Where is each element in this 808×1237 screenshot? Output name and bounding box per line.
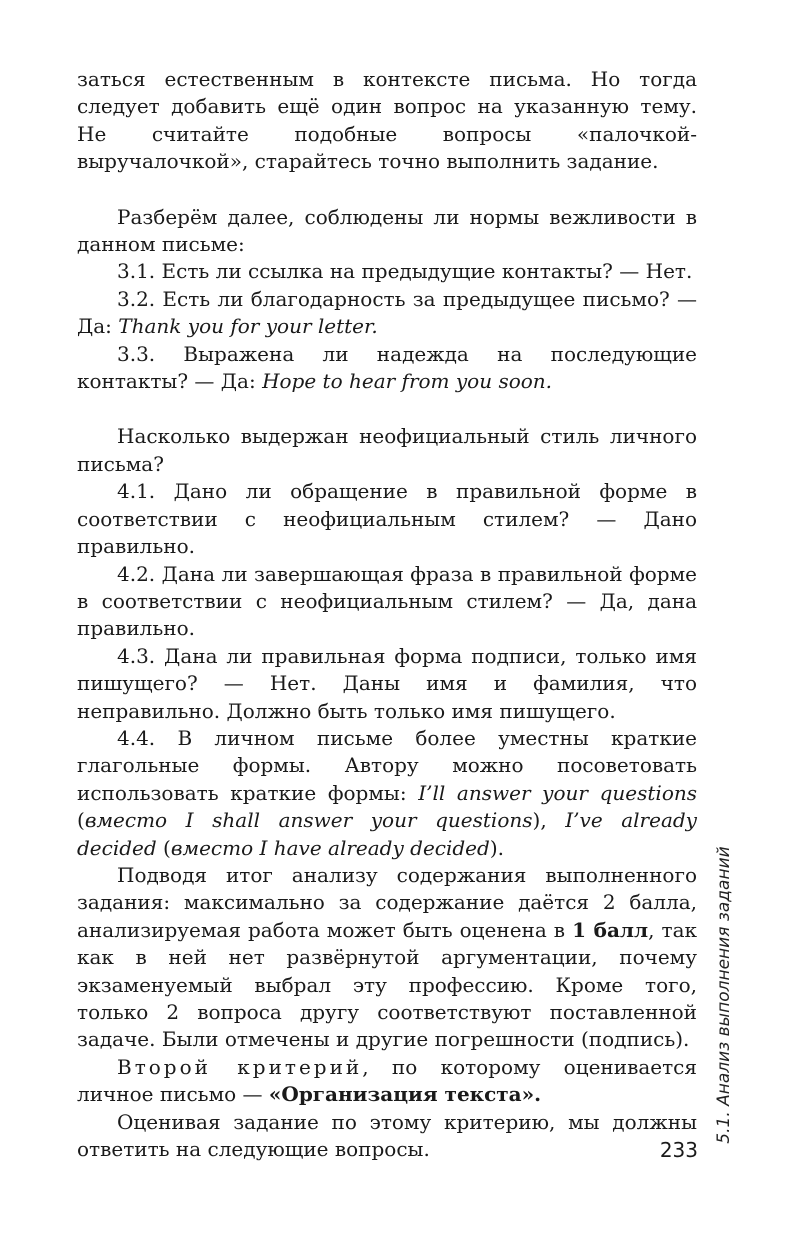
spacer bbox=[77, 395, 697, 423]
item-4-3: 4.3. Дана ли правильная форма подписи, только имя пишущего? — Нет. Даны имя и фамилия, что неправильно. Должно быть только имя пишущего. bbox=[77, 643, 697, 723]
paragraph-politeness-intro: Разберём далее, соблюдены ли нормы вежливости в данном письме: bbox=[77, 204, 697, 257]
page-number: 233 bbox=[659, 1138, 698, 1162]
item-3-3-quote: Hope to hear from you soon. bbox=[262, 369, 553, 394]
running-header-vertical bbox=[704, 830, 744, 1160]
second-criterion-label: Второй критерий bbox=[117, 1054, 363, 1079]
summary-score: 1 балл bbox=[572, 917, 649, 942]
paragraph-summary bbox=[77, 862, 697, 1054]
page-body bbox=[77, 66, 697, 1163]
item-4-4 bbox=[77, 725, 697, 862]
item-4-1: 4.1. Дано ли обращение в правильной форме в соответствии с неофициальным стилем? — Дано правильно. bbox=[77, 479, 697, 559]
item-4-2: 4.2. Дана ли завершающая фраза в правильной форме в соответствии с неофициальным стилем? — Да, дана правильно. bbox=[77, 561, 697, 641]
item-4-4-paren: ( bbox=[156, 835, 171, 860]
paragraph-closing: Оценивая задание по этому критерию, мы должны ответить на следующие вопросы. bbox=[77, 1109, 697, 1162]
summary-text: Подводя итог анализу содержания выполненного задания: максимально за содержание даётся 2 балла, анализируемая работа может быть оценена в bbox=[77, 862, 697, 942]
item-3-2-quote: Thank you for your letter. bbox=[118, 314, 378, 339]
item-4-4-quote-2: I’ve already decided bbox=[77, 808, 697, 860]
item-3-3-text: 3.3. Выражена ли надежда на последующие контакты? — Да: bbox=[77, 341, 697, 394]
item-4-4-instead-2: вместо I have already decided bbox=[170, 835, 490, 860]
item-3-2-text: 3.2. Есть ли благодарность за предыдущее письмо? — Да: bbox=[77, 286, 697, 339]
item-4-4-instead-1: вместо I shall answer your questions bbox=[84, 808, 533, 833]
paragraph-style-intro: Насколько выдержан неофициальный стиль личного письма? bbox=[77, 424, 697, 476]
spacer bbox=[77, 176, 697, 204]
item-3-2 bbox=[77, 286, 697, 341]
item-3-3 bbox=[77, 341, 697, 396]
item-4-4-quote-1: I’ll answer your questions bbox=[418, 780, 697, 805]
second-criterion-name: «Организация текста». bbox=[268, 1082, 542, 1107]
item-4-4-paren: ). bbox=[489, 835, 504, 860]
summary-text-end: , так как в ней нет развёрнутой аргументации, почему экзаменуемый выбрал эту профессию. Кроме того, только 2 вопроса другу соответствуют поставленной задаче. Были отмечены и другие погрешности (подпись). bbox=[77, 917, 698, 1052]
paragraph-second-criterion bbox=[77, 1054, 697, 1109]
item-3-1: 3.1. Есть ли ссылка на предыдущие контакты? — Нет. bbox=[117, 259, 693, 284]
item-4-4-paren: ( bbox=[77, 808, 85, 833]
item-4-4-text: 4.4. В личном письме более уместны краткие глагольные формы. Автору можно посоветовать использовать краткие формы: bbox=[77, 725, 697, 805]
second-criterion-text: , по которому оценивается личное письмо — bbox=[77, 1054, 697, 1107]
side-header-text: 5.1. Анализ выполнения заданий bbox=[714, 846, 734, 1144]
paragraph-continuation: заться естественным в контексте письма. Но тогда следует добавить ещё один вопрос на указанную тему. Не считайте подобные вопросы «палочкой-выручалочкой», старайтесь точно выполнить задание. bbox=[77, 67, 697, 174]
item-4-4-paren: ), bbox=[532, 808, 566, 833]
